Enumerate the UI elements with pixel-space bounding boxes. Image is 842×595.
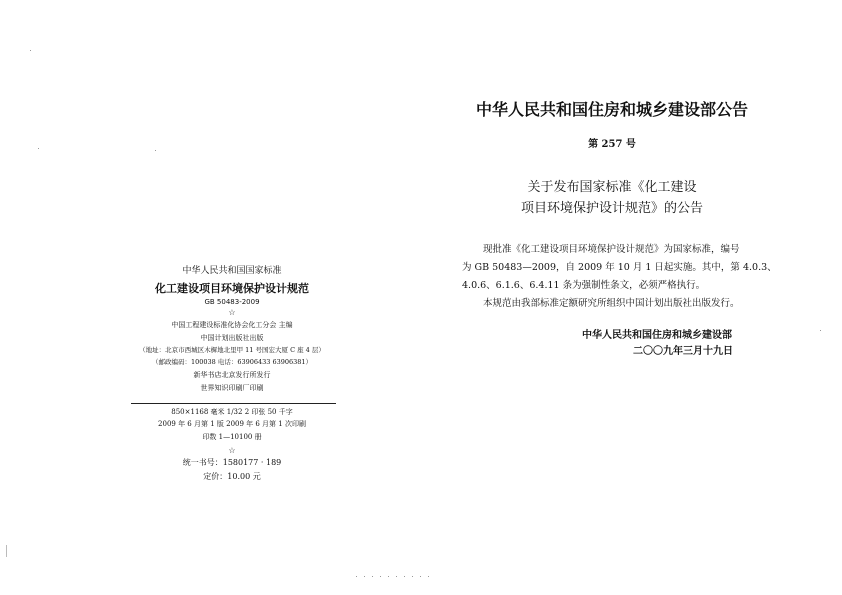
signature-date: 二〇〇九年三月十九日 <box>633 346 733 357</box>
announcement-number: 第 257 号 <box>588 139 636 150</box>
announcement-paragraph-1-line-1: 现批准《化工建设项目环境保护设计规范》为国家标准，编号 <box>483 244 740 255</box>
scan-speck <box>364 576 365 577</box>
standard-title: 化工建设项目环境保护设计规范 <box>155 282 309 295</box>
scan-speck <box>380 576 381 577</box>
scan-speck <box>388 576 389 577</box>
announcement-subject-line-1: 关于发布国家标准《化工建设 <box>527 180 697 195</box>
scan-speck <box>396 576 397 577</box>
decorative-star-icon: ☆ <box>228 446 236 455</box>
unified-book-number: 统一书号：1580177 · 189 <box>182 458 282 467</box>
scan-speck <box>428 576 429 577</box>
book-price: 定价：10.00 元 <box>203 472 261 481</box>
scan-speck <box>372 576 373 577</box>
publisher-contact: （邮政编码：100038 电话：63906433 63906381） <box>151 358 313 366</box>
imprint-divider <box>131 403 336 404</box>
scan-speck <box>820 330 821 331</box>
scan-speck <box>420 576 421 577</box>
scan-speck <box>356 576 357 577</box>
edition-info: 2009 年 6 月第 1 版 2009 年 6 月第 1 次印刷 <box>158 420 306 428</box>
announcement-subject-line-2: 项目环境保护设计规范》的公告 <box>520 201 704 216</box>
announcement-paragraph-1-line-2: 为 GB 50483—2009，自 2009 年 10 月 1 日起实施。其中，第 4.0.3、 <box>462 262 777 273</box>
announcement-paragraph-1-line-3: 4.0.6、6.1.6、6.4.11 条为强制性条文，必须严格执行。 <box>462 280 706 291</box>
decorative-star-icon: ☆ <box>228 308 236 317</box>
scan-speck <box>30 50 31 51</box>
scan-speck <box>404 576 405 577</box>
publisher: 中国计划出版社出版 <box>200 334 264 342</box>
scan-speck <box>38 148 39 149</box>
announcement-header: 中华人民共和国住房和城乡建设部公告 <box>475 100 749 119</box>
printer: 世界知识印刷厂印刷 <box>200 384 264 392</box>
standard-code: GB 50483-2009 <box>204 298 260 306</box>
chief-editor: 中国工程建设标准化协会化工分会 主编 <box>171 321 293 329</box>
distributor: 新华书店北京发行所发行 <box>193 371 271 379</box>
publisher-address: （地址：北京市西城区木樨地北里甲 11 号国宏大厦 C 座 4 层） <box>139 346 325 354</box>
print-run: 印数 1—10100 册 <box>202 433 262 441</box>
announcement-paragraph-2: 本规范由我部标准定额研究所组织中国计划出版社出版发行。 <box>483 298 740 309</box>
signature-organization: 中华人民共和国住房和城乡建设部 <box>582 330 732 341</box>
scan-speck <box>6 545 7 557</box>
scan-speck <box>412 576 413 577</box>
scan-speck <box>155 150 156 151</box>
book-format: 850×1168 毫米 1/32 2 印张 50 千字 <box>171 408 293 416</box>
standard-category: 中华人民共和国国家标准 <box>182 266 282 276</box>
